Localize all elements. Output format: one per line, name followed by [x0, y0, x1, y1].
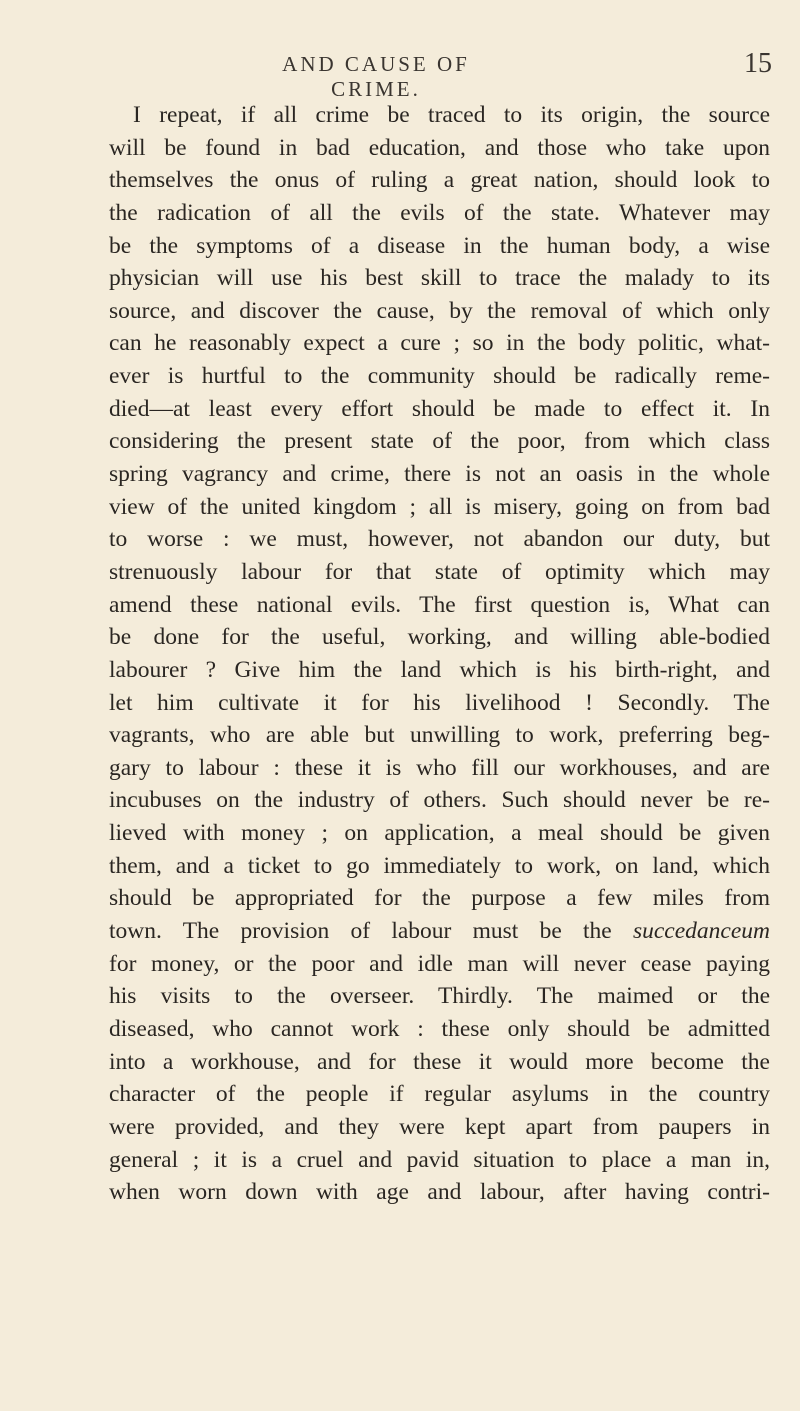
text-line: view of the united kingdom ; all is misery, going on from bad [109, 493, 770, 520]
text-line: vagrants, who are able but unwilling to work, preferring beg- [109, 722, 770, 749]
text-line-with-italic [109, 915, 770, 948]
text-line: general ; it is a cruel and pavid situation to place a man in, [109, 1146, 770, 1173]
text-line: spring vagrancy and crime, there is not an oasis in the whole [109, 461, 770, 488]
text-line: were provided, and they were kept apart from paupers in [109, 1113, 770, 1140]
text-line: them, and a ticket to go immediately to work, on land, which [109, 852, 770, 879]
text-line: labourer ? Give him the land which is his birth-right, and [109, 656, 770, 683]
text-line: should be appropriated for the purpose a few miles from [109, 885, 770, 912]
italic-word: succedanceum [632, 918, 770, 945]
text-line-part: town. The provision of labour must be the [109, 918, 633, 945]
text-line: let him cultivate it for his livelihood ! Secondly. The [109, 689, 770, 716]
running-title: AND CAUSE OF CRIME. [282, 52, 470, 101]
text-line: into a workhouse, and for these it would more become the [109, 1048, 770, 1075]
text-line: the radication of all the evils of the state. Whatever may [109, 199, 770, 226]
text-line: character of the people if regular asylums in the country [109, 1081, 770, 1108]
text-line: incubuses on the industry of others. Such should never be re- [109, 787, 770, 814]
text-line: can he reasonably expect a cure ; so in the body politic, what- [109, 330, 770, 357]
text-line: for money, or the poor and idle man will never cease paying [109, 950, 770, 977]
text-line: strenuously labour for that state of optimity which may [109, 558, 770, 585]
text-line: considering the present state of the poor, from which class [109, 428, 770, 455]
text-line: diseased, who cannot work : these only should be admitted [109, 1015, 770, 1042]
text-line: themselves the onus of ruling a great nation, should look to [109, 167, 770, 194]
text-line: physician will use his best skill to trace the malady to its [109, 265, 770, 292]
text-line: gary to labour : these it is who fill our workhouses, and are [109, 754, 770, 781]
text-line: his visits to the overseer. Thirdly. The maimed or the [109, 983, 770, 1010]
body-text [109, 99, 770, 1209]
text-line: when worn down with age and labour, after having contri- [109, 1179, 770, 1206]
page-number: 15 [744, 48, 772, 79]
text-line: source, and discover the cause, by the removal of which only [109, 297, 770, 324]
text-line: amend these national evils. The first question is, What can [109, 591, 770, 618]
text-line: be the symptoms of a disease in the human body, a wise [109, 232, 770, 259]
text-line: lieved with money ; on application, a meal should be given [109, 820, 770, 847]
text-line: be done for the useful, working, and willing able-bodied [109, 624, 770, 651]
text-line: died—at least every effort should be made to effect it. In [109, 395, 770, 422]
text-line: ever is hurtful to the community should be radically reme- [109, 363, 770, 390]
text-line: to worse : we must, however, not abandon our duty, but [109, 526, 770, 553]
text-line: I repeat, if all crime be traced to its origin, the source [133, 102, 770, 128]
text-line: will be found in bad education, and those who take upon [109, 134, 770, 161]
